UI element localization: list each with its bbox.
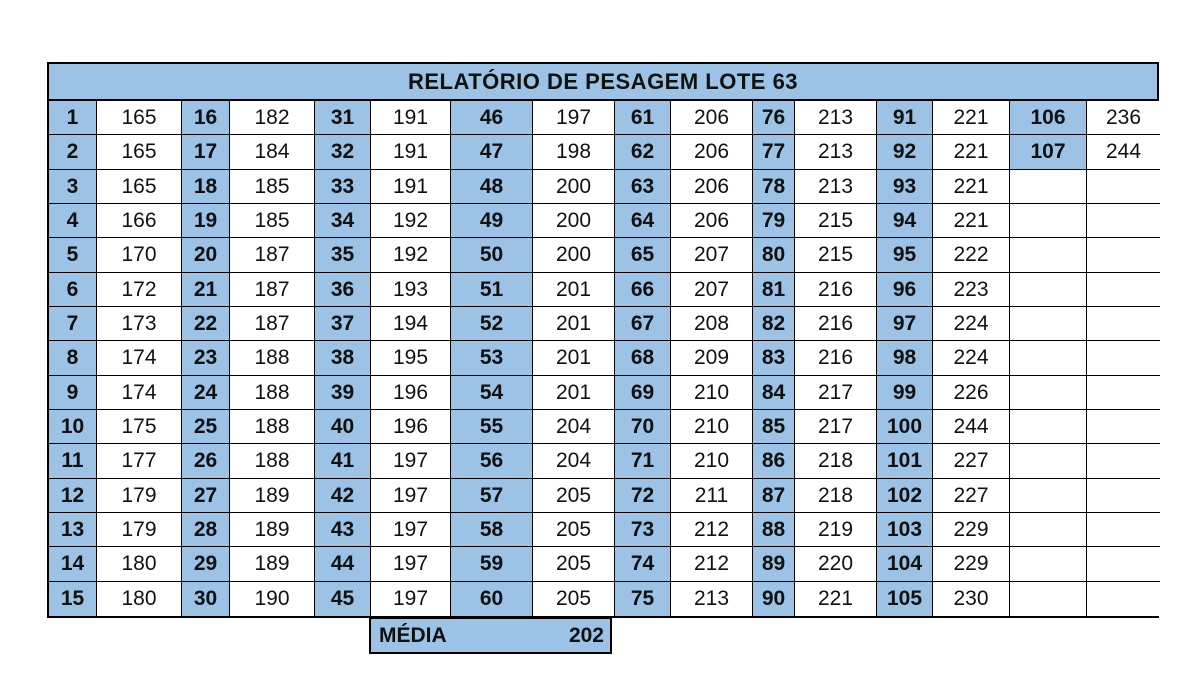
weight-value-cell: 215 [795,238,877,273]
weight-value-cell [1087,170,1160,204]
animal-number-cell: 106 [1010,101,1087,135]
animal-number-cell [1010,582,1087,616]
weight-value-cell: 216 [795,341,877,376]
animal-number-cell: 6 [49,273,97,307]
weight-value-cell: 165 [97,135,182,170]
animal-number-cell: 68 [615,341,671,376]
animal-number-cell: 29 [182,547,230,582]
animal-number-cell: 81 [753,273,795,307]
animal-number-cell: 1 [49,101,97,135]
animal-number-cell [1010,273,1087,307]
report-title: RELATÓRIO DE PESAGEM LOTE 63 [49,64,1157,101]
animal-number-cell: 71 [615,444,671,479]
weight-value-cell: 191 [371,135,451,170]
weight-value-cell: 223 [933,273,1010,307]
weight-value-cell: 174 [97,376,182,410]
animal-number-cell: 94 [877,204,933,238]
animal-number-cell: 87 [753,479,795,513]
weight-value-cell: 207 [671,238,753,273]
weight-value-cell: 170 [97,238,182,273]
weight-value-cell: 179 [97,479,182,513]
weight-value-cell [1087,479,1160,513]
weight-value-cell: 229 [933,547,1010,582]
animal-number-cell: 43 [315,513,371,547]
weight-value-cell: 227 [933,444,1010,479]
animal-number-cell: 78 [753,170,795,204]
weight-value-cell: 213 [795,101,877,135]
weight-value-cell: 216 [795,307,877,341]
weight-value-cell: 206 [671,204,753,238]
weight-value-cell [1087,410,1160,444]
animal-number-cell: 95 [877,238,933,273]
weight-value-cell: 217 [795,376,877,410]
animal-number-cell: 9 [49,376,97,410]
weight-value-cell: 221 [933,101,1010,135]
weight-value-cell: 205 [533,547,615,582]
animal-number-cell: 77 [753,135,795,170]
weight-value-cell: 207 [671,273,753,307]
animal-number-cell: 28 [182,513,230,547]
animal-number-cell: 2 [49,135,97,170]
weight-value-cell: 201 [533,376,615,410]
animal-number-cell: 59 [451,547,533,582]
weight-value-cell: 201 [533,273,615,307]
animal-number-cell: 83 [753,341,795,376]
animal-number-cell: 30 [182,582,230,616]
animal-number-cell: 79 [753,204,795,238]
animal-number-cell: 98 [877,341,933,376]
weight-value-cell [1087,513,1160,547]
weight-value-cell: 177 [97,444,182,479]
animal-number-cell [1010,307,1087,341]
weight-value-cell: 230 [933,582,1010,616]
animal-number-cell: 36 [315,273,371,307]
weight-value-cell: 224 [933,341,1010,376]
animal-number-cell: 99 [877,376,933,410]
weight-value-cell: 212 [671,513,753,547]
animal-number-cell: 55 [451,410,533,444]
animal-number-cell: 23 [182,341,230,376]
animal-number-cell: 26 [182,444,230,479]
weight-value-cell: 220 [795,547,877,582]
animal-number-cell: 80 [753,238,795,273]
weight-value-cell: 217 [795,410,877,444]
weight-value-cell: 182 [230,101,315,135]
weight-value-cell [1087,273,1160,307]
animal-number-cell: 86 [753,444,795,479]
animal-number-cell [1010,410,1087,444]
weight-value-cell: 201 [533,341,615,376]
animal-number-cell: 92 [877,135,933,170]
weight-value-cell: 187 [230,238,315,273]
weight-value-cell: 187 [230,307,315,341]
animal-number-cell: 8 [49,341,97,376]
weight-value-cell: 188 [230,410,315,444]
weight-value-cell: 213 [795,135,877,170]
animal-number-cell: 61 [615,101,671,135]
animal-number-cell [1010,547,1087,582]
weight-value-cell: 188 [230,444,315,479]
animal-number-cell: 37 [315,307,371,341]
weight-value-cell: 216 [795,273,877,307]
weight-value-cell: 200 [533,204,615,238]
animal-number-cell: 54 [451,376,533,410]
animal-number-cell [1010,376,1087,410]
weight-value-cell: 191 [371,101,451,135]
animal-number-cell: 31 [315,101,371,135]
animal-number-cell: 72 [615,479,671,513]
weight-value-cell: 189 [230,513,315,547]
animal-number-cell: 60 [451,582,533,616]
weight-value-cell: 174 [97,341,182,376]
animal-number-cell: 63 [615,170,671,204]
animal-number-cell: 5 [49,238,97,273]
weight-value-cell: 222 [933,238,1010,273]
animal-number-cell: 17 [182,135,230,170]
weight-value-cell: 205 [533,513,615,547]
weight-value-cell: 197 [371,513,451,547]
animal-number-cell: 57 [451,479,533,513]
weight-value-cell: 185 [230,204,315,238]
weight-value-cell: 213 [795,170,877,204]
animal-number-cell: 93 [877,170,933,204]
animal-number-cell: 90 [753,582,795,616]
animal-number-cell: 96 [877,273,933,307]
weight-value-cell [1087,238,1160,273]
weight-value-cell: 200 [533,238,615,273]
weight-value-cell: 198 [533,135,615,170]
animal-number-cell: 75 [615,582,671,616]
weight-value-cell: 204 [533,444,615,479]
weight-value-cell: 192 [371,204,451,238]
weight-value-cell: 224 [933,307,1010,341]
weight-value-cell: 218 [795,479,877,513]
weight-value-cell [1087,204,1160,238]
animal-number-cell: 88 [753,513,795,547]
animal-number-cell: 45 [315,582,371,616]
weight-value-cell: 165 [97,170,182,204]
animal-number-cell: 100 [877,410,933,444]
weight-value-cell: 184 [230,135,315,170]
animal-number-cell: 21 [182,273,230,307]
animal-number-cell [1010,341,1087,376]
animal-number-cell: 89 [753,547,795,582]
average-summary-box [369,617,612,654]
weight-value-cell: 229 [933,513,1010,547]
animal-number-cell: 104 [877,547,933,582]
animal-number-cell: 42 [315,479,371,513]
weight-value-cell: 197 [371,582,451,616]
average-label: MÉDIA [379,623,447,647]
animal-number-cell [1010,170,1087,204]
animal-number-cell: 41 [315,444,371,479]
weight-value-cell [1087,376,1160,410]
weight-value-cell: 197 [533,101,615,135]
animal-number-cell: 56 [451,444,533,479]
weight-value-cell: 166 [97,204,182,238]
weight-value-cell: 221 [933,135,1010,170]
weight-value-cell: 194 [371,307,451,341]
weight-value-cell: 236 [1087,101,1160,135]
animal-number-cell: 82 [753,307,795,341]
weight-value-cell: 210 [671,410,753,444]
animal-number-cell: 101 [877,444,933,479]
animal-number-cell: 22 [182,307,230,341]
animal-number-cell: 10 [49,410,97,444]
weight-value-cell: 191 [371,170,451,204]
animal-number-cell: 4 [49,204,97,238]
animal-number-cell: 49 [451,204,533,238]
weight-value-cell: 204 [533,410,615,444]
weight-value-cell: 180 [97,547,182,582]
animal-number-cell: 19 [182,204,230,238]
weight-value-cell: 188 [230,341,315,376]
average-value: 202 [568,623,604,647]
animal-number-cell: 51 [451,273,533,307]
weight-value-cell [1087,547,1160,582]
animal-number-cell: 85 [753,410,795,444]
animal-number-cell: 32 [315,135,371,170]
animal-number-cell: 66 [615,273,671,307]
animal-number-cell: 107 [1010,135,1087,170]
animal-number-cell: 97 [877,307,933,341]
weight-value-cell: 244 [933,410,1010,444]
animal-number-cell: 65 [615,238,671,273]
animal-number-cell: 34 [315,204,371,238]
weight-value-cell: 212 [671,547,753,582]
weight-value-cell: 189 [230,479,315,513]
weight-value-cell: 244 [1087,135,1160,170]
weight-value-cell [1087,341,1160,376]
weight-value-cell: 211 [671,479,753,513]
animal-number-cell: 102 [877,479,933,513]
weight-value-cell: 209 [671,341,753,376]
weight-value-cell [1087,444,1160,479]
weight-value-cell: 197 [371,479,451,513]
weight-value-cell: 195 [371,341,451,376]
weight-value-cell: 201 [533,307,615,341]
animal-number-cell: 91 [877,101,933,135]
weight-value-cell: 165 [97,101,182,135]
weight-value-cell: 227 [933,479,1010,513]
animal-number-cell: 64 [615,204,671,238]
animal-number-cell: 35 [315,238,371,273]
weight-value-cell: 206 [671,101,753,135]
animal-number-cell [1010,204,1087,238]
animal-number-cell: 67 [615,307,671,341]
animal-number-cell: 73 [615,513,671,547]
animal-number-cell: 62 [615,135,671,170]
animal-number-cell: 69 [615,376,671,410]
weight-value-cell: 188 [230,376,315,410]
animal-number-cell: 24 [182,376,230,410]
animal-number-cell: 12 [49,479,97,513]
animal-number-cell: 18 [182,170,230,204]
animal-number-cell: 44 [315,547,371,582]
weight-value-cell: 172 [97,273,182,307]
animal-number-cell: 7 [49,307,97,341]
animal-number-cell: 25 [182,410,230,444]
weight-value-cell: 213 [671,582,753,616]
weight-value-cell: 210 [671,376,753,410]
weight-value-cell: 187 [230,273,315,307]
animal-number-cell: 16 [182,101,230,135]
animal-number-cell: 38 [315,341,371,376]
animal-number-cell: 74 [615,547,671,582]
weight-value-cell: 210 [671,444,753,479]
animal-number-cell: 3 [49,170,97,204]
animal-number-cell: 13 [49,513,97,547]
animal-number-cell: 15 [49,582,97,616]
animal-number-cell [1010,238,1087,273]
animal-number-cell: 40 [315,410,371,444]
weight-value-cell [1087,582,1160,616]
animal-number-cell [1010,444,1087,479]
animal-number-cell: 105 [877,582,933,616]
weight-value-cell: 197 [371,444,451,479]
weight-value-cell: 221 [795,582,877,616]
weights-grid [49,101,1157,616]
animal-number-cell: 58 [451,513,533,547]
weight-value-cell: 193 [371,273,451,307]
weight-value-cell: 215 [795,204,877,238]
animal-number-cell: 11 [49,444,97,479]
weight-value-cell: 173 [97,307,182,341]
weight-value-cell: 175 [97,410,182,444]
weight-value-cell: 226 [933,376,1010,410]
weight-value-cell: 208 [671,307,753,341]
weight-value-cell [1087,307,1160,341]
animal-number-cell: 50 [451,238,533,273]
weight-value-cell: 221 [933,204,1010,238]
weight-value-cell: 200 [533,170,615,204]
animal-number-cell: 47 [451,135,533,170]
weight-value-cell: 192 [371,238,451,273]
weight-value-cell: 205 [533,479,615,513]
weight-value-cell: 196 [371,376,451,410]
weight-value-cell: 189 [230,547,315,582]
animal-number-cell: 53 [451,341,533,376]
weight-value-cell: 206 [671,135,753,170]
animal-number-cell: 70 [615,410,671,444]
weight-value-cell: 190 [230,582,315,616]
weight-value-cell: 179 [97,513,182,547]
animal-number-cell: 39 [315,376,371,410]
weight-value-cell: 221 [933,170,1010,204]
weight-value-cell: 197 [371,547,451,582]
weighing-report-table [47,62,1159,618]
weight-value-cell: 206 [671,170,753,204]
weight-value-cell: 219 [795,513,877,547]
weight-value-cell: 218 [795,444,877,479]
animal-number-cell: 76 [753,101,795,135]
animal-number-cell: 27 [182,479,230,513]
animal-number-cell: 84 [753,376,795,410]
weight-value-cell: 205 [533,582,615,616]
animal-number-cell [1010,479,1087,513]
animal-number-cell [1010,513,1087,547]
animal-number-cell: 103 [877,513,933,547]
animal-number-cell: 46 [451,101,533,135]
animal-number-cell: 48 [451,170,533,204]
animal-number-cell: 52 [451,307,533,341]
weight-value-cell: 185 [230,170,315,204]
animal-number-cell: 33 [315,170,371,204]
weight-value-cell: 196 [371,410,451,444]
animal-number-cell: 14 [49,547,97,582]
animal-number-cell: 20 [182,238,230,273]
weight-value-cell: 180 [97,582,182,616]
